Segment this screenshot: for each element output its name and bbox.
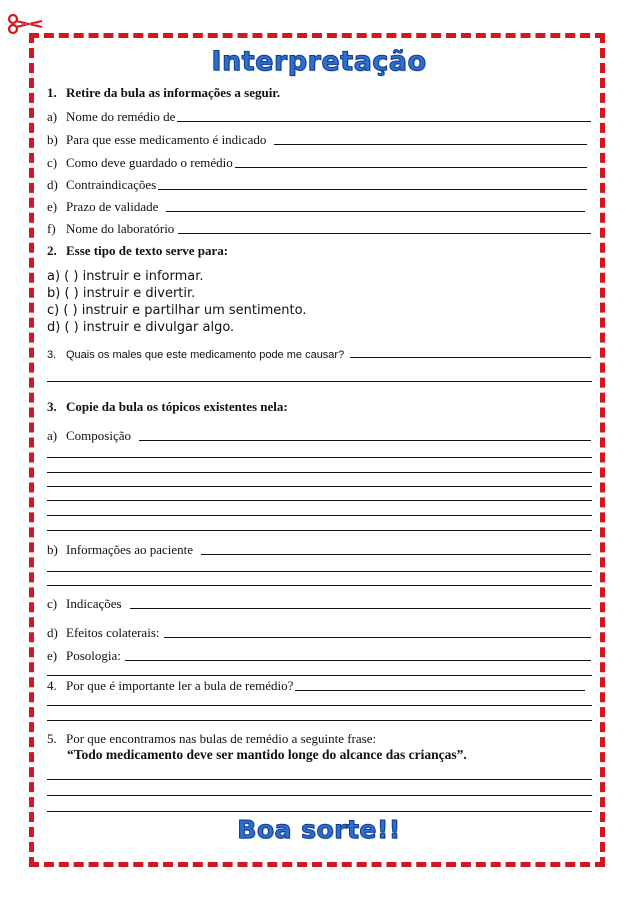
answer-line[interactable] [350, 356, 591, 358]
answer-line[interactable] [201, 553, 591, 555]
answer-line[interactable] [274, 143, 587, 145]
q1-item-b: b) Para que esse medicamento é indicado [47, 132, 591, 148]
answer-line[interactable] [125, 659, 591, 661]
q1-item-c: c) Como deve guardado o remédio [47, 155, 591, 171]
question-1: 1. Retire da bula as informações a seguir. [47, 85, 281, 100]
quote-text: “Todo medicamento deve ser mantido longe do alcance das crianças”. [67, 747, 467, 762]
footer-title: Boa sorte!! [237, 815, 401, 844]
answer-line[interactable] [47, 381, 592, 382]
answer-line[interactable] [47, 585, 592, 586]
answer-line[interactable] [47, 515, 592, 516]
answer-line[interactable] [166, 210, 585, 212]
q1-item-d: d) Contraindicações [47, 177, 591, 193]
answer-line[interactable] [47, 571, 592, 572]
answer-line[interactable] [47, 472, 592, 473]
q3-item-c: c) Indicações [47, 596, 591, 612]
q3-item-b: b) Informações ao paciente [47, 542, 591, 558]
question-5: 5. Por que encontramos nas bulas de remédio a seguinte frase: [47, 731, 377, 746]
q1-item-f: f) Nome do laboratório [47, 221, 591, 237]
q3-item-a: a) Composição [47, 428, 591, 444]
answer-line[interactable] [130, 607, 591, 609]
page-title: Interpretação [211, 46, 427, 77]
q2-option-c[interactable]: c) ( ) instruir e partilhar um sentimento. [47, 303, 307, 318]
q2-option-d[interactable]: d) ( ) instruir e divulgar algo. [47, 320, 235, 335]
answer-line[interactable] [47, 457, 592, 458]
answer-line[interactable] [47, 486, 592, 487]
answer-line[interactable] [235, 166, 587, 168]
question-3b-text: Copie da bula os tópicos existentes nela: [66, 399, 288, 414]
q3-item-d: d) Efeitos colaterais: [47, 625, 591, 641]
answer-line[interactable] [47, 500, 592, 501]
q3-item-e: e) Posologia: [47, 648, 591, 664]
answer-line[interactable] [178, 232, 591, 234]
question-1-text: Retire da bula as informações a seguir. [66, 85, 281, 100]
question-4: 4. Por que é importante ler a bula de remédio? [47, 678, 591, 694]
answer-line[interactable] [139, 439, 591, 441]
q2-option-b[interactable]: b) ( ) instruir e divertir. [47, 286, 196, 301]
scissors-icon [6, 10, 46, 36]
answer-line[interactable] [47, 675, 592, 676]
answer-line[interactable] [158, 188, 587, 190]
answer-line[interactable] [177, 120, 591, 122]
answer-line[interactable] [164, 636, 592, 638]
question-2-text: Esse tipo de texto serve para: [66, 243, 229, 258]
answer-line[interactable] [47, 811, 592, 812]
q1-item-e: e) Prazo de validade [47, 199, 591, 215]
q1-item-a: a) Nome do remédio de [47, 109, 591, 125]
answer-line[interactable] [47, 795, 592, 796]
question-3-males: 3. Quais os males que este medicamento pode me causar? [47, 349, 591, 361]
answer-line[interactable] [47, 705, 592, 706]
answer-line[interactable] [47, 720, 592, 721]
question-3-topicos: 3. Copie da bula os tópicos existentes nela: [47, 399, 288, 414]
q2-option-a[interactable]: a) ( ) instruir e informar. [47, 269, 204, 284]
answer-line[interactable] [47, 779, 592, 780]
answer-line[interactable] [295, 689, 585, 691]
question-2: 2. Esse tipo de texto serve para: [47, 243, 229, 258]
answer-line[interactable] [47, 530, 592, 531]
